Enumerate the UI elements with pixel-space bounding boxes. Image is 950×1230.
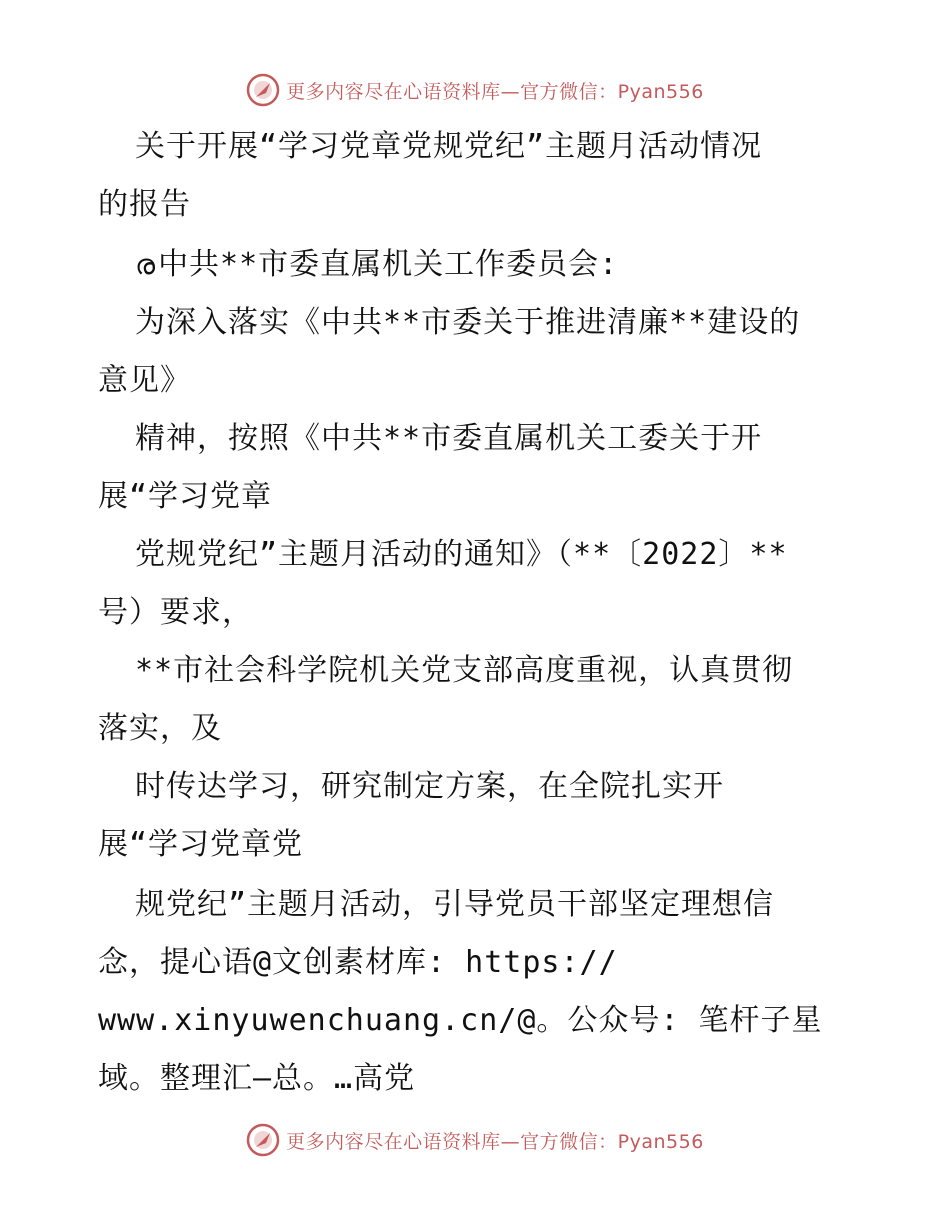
header-watermark <box>0 70 950 110</box>
doc-title-line-1: 关于开展“学习党章党规党纪”主题月活动情况 <box>135 129 763 164</box>
para-line-13: www.xinyuwenchuang.cn/@。公众号: 笔杆子星 <box>98 1003 823 1038</box>
ornament-icon: ര <box>135 248 157 281</box>
quill-logo-icon <box>246 1123 280 1157</box>
watermark-inner <box>246 73 704 107</box>
watermark-text-footer: 更多内容尽在心语资料库—官方微信：Pyan556 <box>286 1130 704 1153</box>
para-line-2: 意见》 <box>98 363 191 398</box>
para-line-7: **市社会科学院机关党支部高度重视，认真贯彻 <box>135 653 794 688</box>
addressee-line <box>135 245 950 285</box>
watermark-text: 更多内容尽在心语资料库—官方微信：Pyan556 <box>286 80 704 103</box>
para-line-1: 为深入落实《中共**市委关于推进清廉**建设的 <box>135 305 801 340</box>
para-line-11: 规党纪”主题月活动，引导党员干部坚定理想信 <box>135 887 775 922</box>
para-line-5: 党规党纪”主题月活动的通知》（**〔2022〕** <box>135 537 788 572</box>
para-line-8: 落实，及 <box>98 711 222 746</box>
para-line-12: 念，提心语@文创素材库: https:// <box>98 945 618 980</box>
addressee-text: 中共**市委直属机关工作委员会: <box>158 247 619 282</box>
para-line-14: 域。整理汇—总。…高党 <box>98 1061 416 1096</box>
quill-logo-icon <box>246 73 280 107</box>
para-line-9: 时传达学习，研究制定方案，在全院扎实开 <box>135 769 724 804</box>
watermark-inner-footer <box>246 1123 704 1157</box>
para-line-6: 号）要求， <box>98 595 253 630</box>
para-line-4: 展“学习党章 <box>98 479 273 514</box>
para-line-10: 展“学习党章党 <box>98 827 304 862</box>
doc-title-line-2: 的报告 <box>98 187 191 222</box>
para-line-3: 精神，按照《中共**市委直属机关工委关于开 <box>135 421 763 456</box>
footer-watermark <box>0 1120 950 1160</box>
